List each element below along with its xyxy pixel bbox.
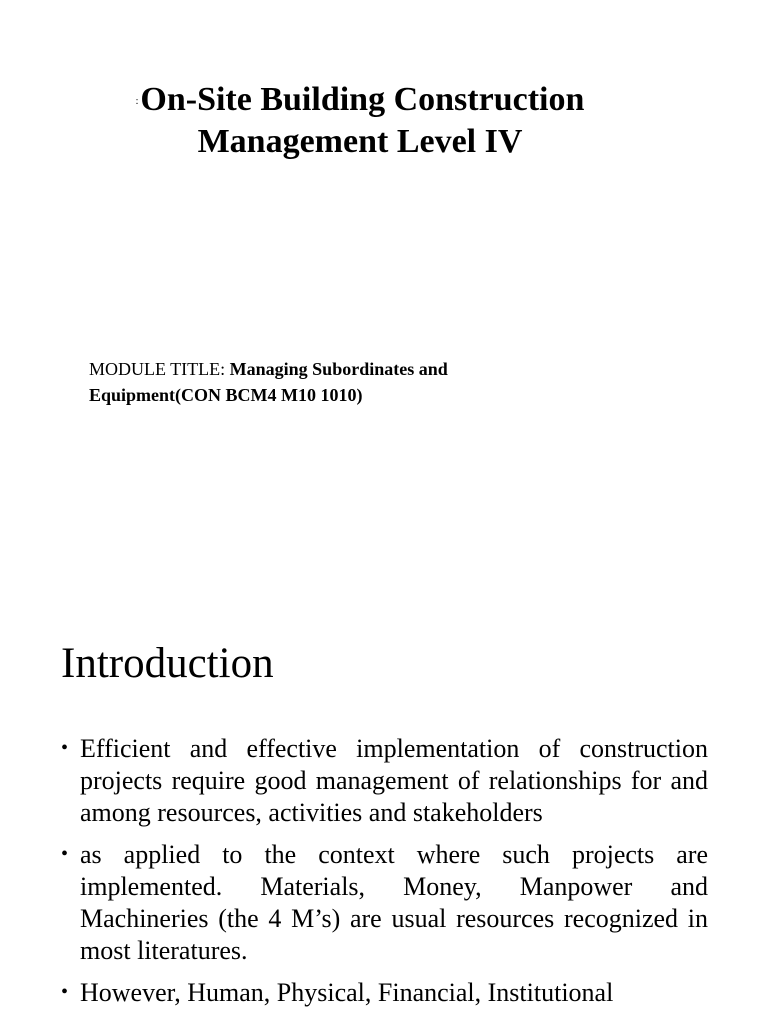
- title-line-2: Management Level IV: [197, 123, 523, 161]
- bullet-icon: •: [61, 843, 69, 865]
- module-title-block: [89, 356, 549, 408]
- bullet-text-1: Efficient and effective implementation of construction projects require good management of relationships for and among resources, activities and stakeholders: [80, 734, 708, 827]
- bullet-icon: •: [61, 737, 69, 759]
- bullet-text-3: However, Human, Physical, Financial, Institutional: [80, 978, 614, 1007]
- module-title-value: Managing Subordinates and Equipment(CON BCM4 M10 1010): [89, 359, 448, 405]
- introduction-slide: [0, 600, 768, 1024]
- bullet-item-2: [58, 839, 708, 967]
- bullet-item-3: [58, 977, 708, 1009]
- title-line-1-text: On-Site Building Construction: [140, 81, 585, 118]
- introduction-heading: Introduction: [61, 640, 274, 687]
- bullet-icon: •: [61, 981, 69, 1003]
- title-marker: :: [135, 96, 139, 108]
- module-title-label: MODULE TITLE:: [89, 359, 230, 379]
- bullet-text-2: as applied to the context where such projects are implemented. Materials, Money, Manpower and Machineries (the 4 M’s) are usual resources recognized in most literatures.: [80, 840, 708, 965]
- title-line-1: [0, 80, 720, 122]
- document-title: [0, 80, 720, 162]
- bullet-item-1: [58, 733, 708, 829]
- bullet-list: [58, 733, 708, 1019]
